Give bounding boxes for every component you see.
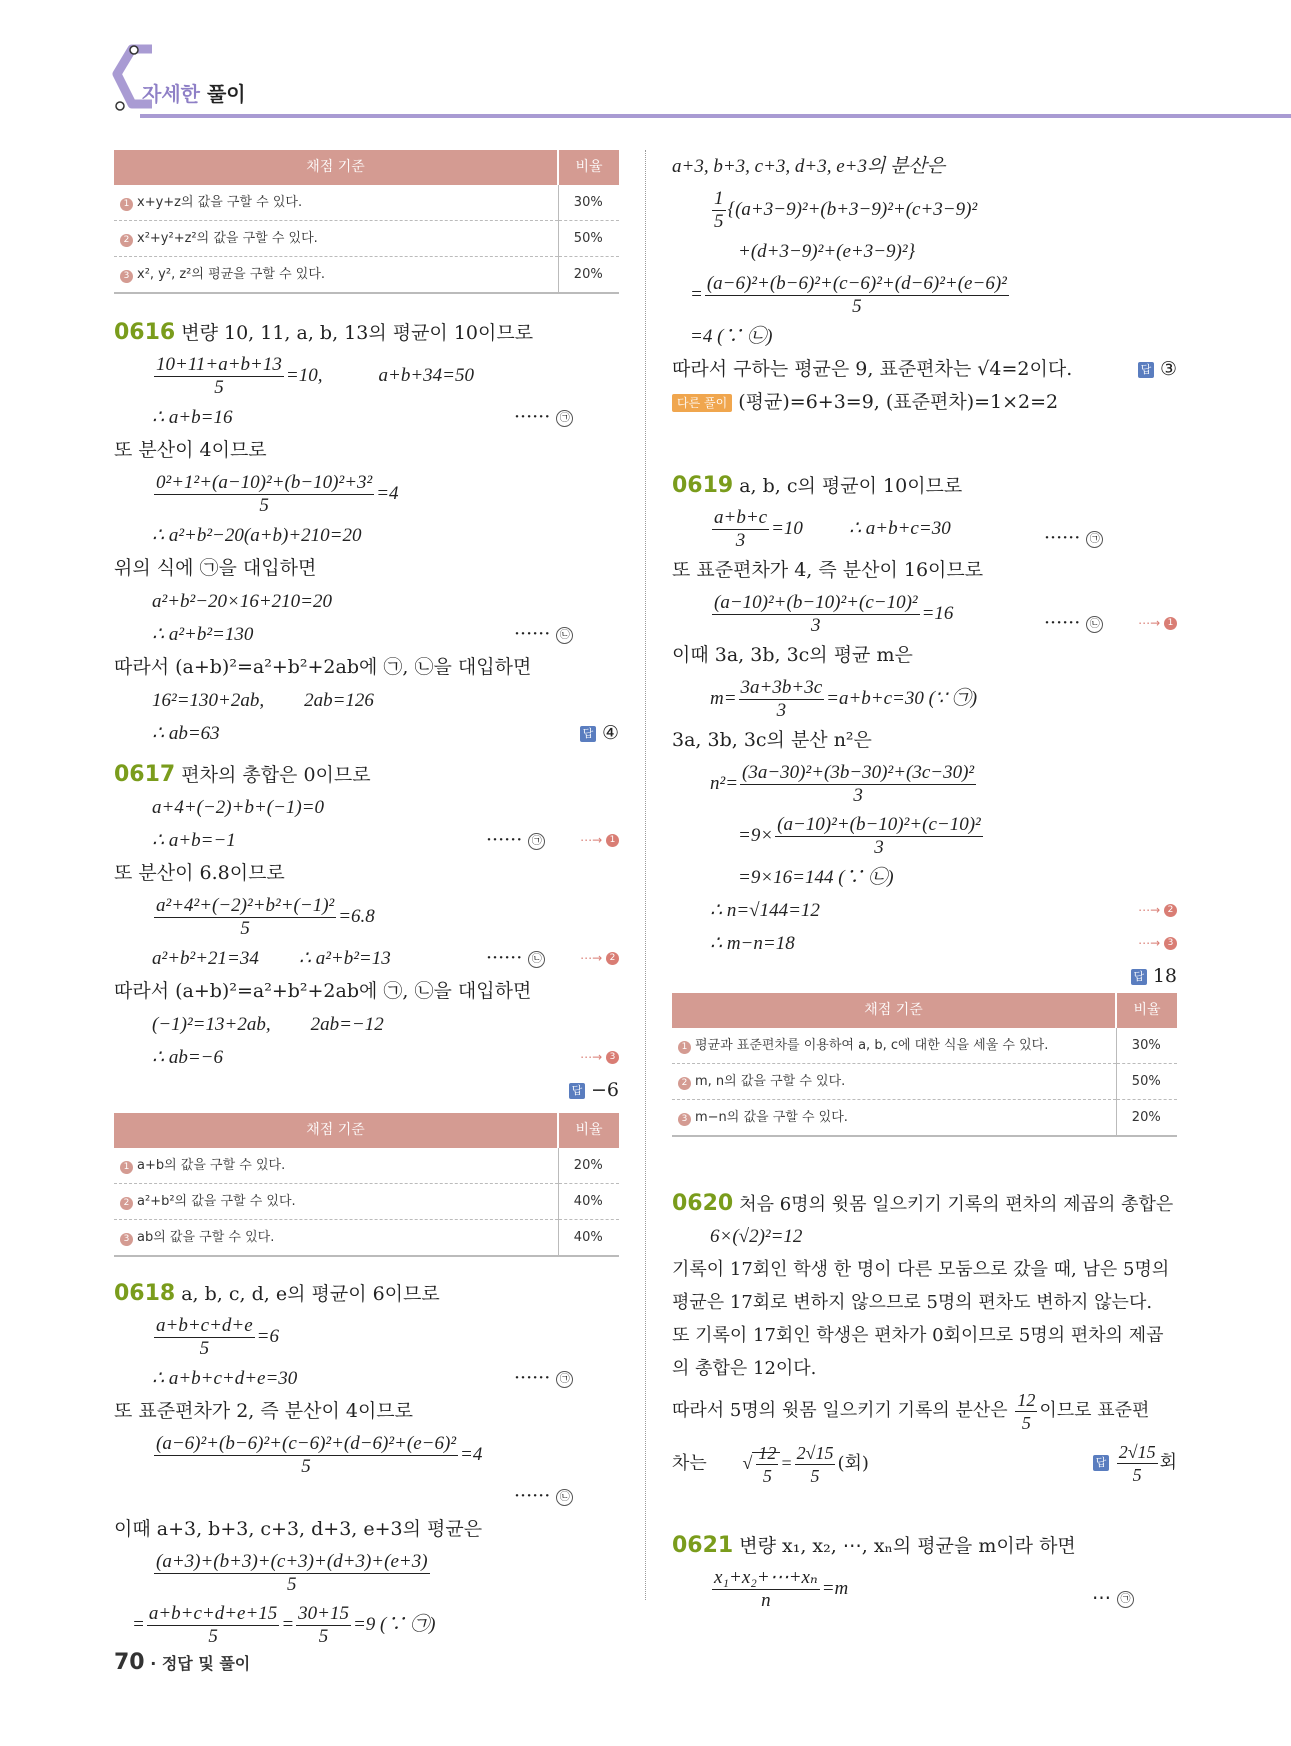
step-marker: ⋯→ 1	[580, 824, 619, 857]
table-row: 2 x²+y²+z²의 값을 구할 수 있다. 50%	[114, 221, 619, 257]
text-line: 의 총합은 12이다.	[672, 1358, 817, 1379]
equation: a+4+(−2)+b+(−1)=0	[152, 797, 325, 818]
scoring-table-2: 채점 기준 비율 1 a+b의 값을 구할 수 있다. 20% 2 a²+b²의 값을 구할 수 있다. 40% 3 ab의 값을 구할 수 있다. 40%	[114, 1113, 619, 1257]
equation: ∴ a+b=16 ······ ㉠	[114, 401, 619, 434]
problem-0617-heading: 0617 편차의 총합은 0이므로	[114, 762, 371, 787]
equation: ∴ ab=63 답 ④	[114, 717, 619, 750]
equation: $\frac{\text{0²+1²+(a−10)²+(b−10)²+3²}}{5}$ =4	[156, 471, 399, 516]
table-row: 1 평균과 표준편차를 이용하여 a, b, c에 대한 식을 세울 수 있다. 30%	[672, 1028, 1177, 1064]
answer-0616: 답 ④	[580, 717, 619, 750]
problem-0620-heading: 0620 처음 6명의 윗몸 일으키기 기록의 편차의 제곱의 총합은	[672, 1191, 1174, 1216]
header-rule	[140, 114, 1291, 118]
step-marker: ⋯→ 2	[1138, 894, 1177, 927]
equation: $\frac{10+11+a+b+13}{5}$ =10, a+b+34=50	[156, 353, 474, 398]
equation: $\frac{(a+3)+(b+3)+(c+3)+(d+3)+(e+3)}{5}$	[156, 1550, 428, 1595]
column-divider	[645, 150, 646, 1600]
equation: a²+b²+21=34 ∴ a²+b²=13 ······ ㉡ ⋯→ 2	[114, 942, 619, 975]
table-row: 3 m−n의 값을 구할 수 있다. 20%	[672, 1100, 1177, 1137]
equation: ∴ a²+b²=130 ······ ㉡	[114, 618, 619, 651]
equation: =4 (∵ ㉡)	[690, 326, 773, 347]
equation: ∴ a²+b²−20(a+b)+210=20	[152, 525, 362, 546]
text-line: 따라서 (a+b)²=a²+b²+2ab에 ㉠, ㉡을 대입하면	[114, 656, 532, 678]
equation: ∴ ab=−6 ⋯→ 3	[114, 1041, 619, 1074]
equation: 16²=130+2ab, 2ab=126	[152, 690, 374, 711]
text-line: 또 기록이 17회인 학생은 편차가 0회이므로 5명의 편차의 제곱	[672, 1325, 1164, 1346]
equation: +(d+3−9)²+(e+3−9)²}	[738, 241, 916, 262]
text-line: 이때 3a, 3b, 3c의 평균 m은	[672, 644, 913, 666]
equation: $\frac{a+b+c}{3}$ =10 ∴ a+b+c=30 ······ ㉠	[672, 502, 1177, 554]
equation: ∴ n=√144=12 ⋯→ 2	[672, 894, 1177, 927]
text-line: 또 분산이 6.8이므로	[114, 862, 285, 884]
problem-0618-heading: 0618 a, b, c, d, e의 평균이 6이므로	[114, 1281, 440, 1306]
equation: ∴ m−n=18 ⋯→ 3	[672, 927, 1177, 960]
answer-0617: 답 −6	[114, 1074, 619, 1107]
answer-0620: 답 $\frac{2√15}{5}$ 회	[1093, 1437, 1177, 1489]
text-line: 기록이 17회인 학생 한 명이 다른 모둠으로 갔을 때, 남은 5명의	[672, 1259, 1170, 1280]
table-row: 2 a²+b²의 값을 구할 수 있다. 40%	[114, 1184, 619, 1220]
equation: a²+b²−20×16+210=20	[152, 591, 332, 612]
table-row: 3 ab의 값을 구할 수 있다. 40%	[114, 1220, 619, 1257]
equation: = $\frac{a+b+c+d+e+15}{5}$ = $\frac{30+15}{5}$ =9 (∵ ㉠)	[132, 1602, 436, 1647]
text-line: 3a, 3b, 3c의 분산 n²은	[672, 729, 872, 751]
equation: =9×16=144 (∵ ㉡)	[738, 867, 894, 888]
equation: $\frac{\text{a²+4²+(−2)²+b²+(−1)²}}{5}$ =6.8	[156, 894, 375, 939]
text-line: 또 표준편차가 2, 즉 분산이 4이므로	[114, 1400, 414, 1422]
problem-0621-heading: 0621 변량 x₁, x₂, ⋯, xₙ의 평균을 m이라 하면	[672, 1533, 1076, 1558]
problem-0619-heading: 0619 a, b, c의 평균이 10이므로	[672, 473, 963, 498]
alternative-solution: 다른 풀이 (평균)=6+3=9, (표준편차)=1×2=2	[672, 386, 1177, 419]
text-line: 또 표준편차가 4, 즉 분산이 16이므로	[672, 559, 984, 581]
step-marker: ⋯→ 3	[580, 1041, 619, 1074]
equation: (−1)²=13+2ab, 2ab=−12	[152, 1014, 384, 1035]
table-row: 1 x+y+z의 값을 구할 수 있다. 30%	[114, 185, 619, 221]
equation: $\frac{\text{x₁+x₂+⋯+xₙ}}{n}$ =m ⋯ ㉠	[672, 1562, 1177, 1614]
step-marker: ⋯→ 2	[580, 942, 619, 975]
text-line: 위의 식에 ㉠을 대입하면	[114, 557, 317, 579]
page-header-title: 자세한 풀이	[142, 82, 246, 106]
table-row: 1 a+b의 값을 구할 수 있다. 20%	[114, 1148, 619, 1184]
equation: =9× $\frac{\text{(a−10)²+(b−10)²+(c−10)²}}{3}$	[738, 813, 981, 858]
equation: ∴ a+b=−1 ······ ㉠ ⋯→ 1	[114, 824, 619, 857]
text-line: 또 분산이 4이므로	[114, 439, 267, 461]
equation: $\frac{\text{(a−6)²+(b−6)²+(c−6)²+(d−6)²+(e−6)²}}{5}$ =4	[156, 1432, 483, 1477]
equation: $\frac{1}{5}$ {(a+3−9)²+(b+3−9)²+(c+3−9)²	[714, 187, 978, 232]
problem-0616-heading: 0616 변량 10, 11, a, b, 13의 평균이 10이므로	[114, 320, 534, 345]
step-marker: ⋯→ 3	[1138, 927, 1177, 960]
text-line: 따라서 (a+b)²=a²+b²+2ab에 ㉠, ㉡을 대입하면	[114, 980, 532, 1002]
equation: ······ ㉡	[114, 1480, 619, 1513]
table-row: 3 x², y², z²의 평균을 구할 수 있다. 20%	[114, 257, 619, 294]
scoring-table-3: 채점 기준 비율 1 평균과 표준편차를 이용하여 a, b, c에 대한 식을 세울 수 있다. 30% 2 m, n의 값을 구할 수 있다. 50% 3 m−n의 값을 구할 수 있다. 20%	[672, 993, 1177, 1137]
page-footer: 70 · 정답 및 풀이	[114, 1650, 251, 1675]
table-row: 2 m, n의 값을 구할 수 있다. 50%	[672, 1064, 1177, 1100]
equation: $\frac{\text{(a−10)²+(b−10)²+(c−10)²}}{3}$ =16 ······ ㉡ ⋯→ 1	[672, 587, 1177, 639]
equation: 6×(√2)²=12	[710, 1226, 803, 1247]
equation: $\frac{a+b+c+d+e}{5}$ =6	[156, 1314, 279, 1359]
equation: = $\frac{\text{(a−6)²+(b−6)²+(c−6)²+(d−6)²+(e−6)²}}{5}$	[690, 272, 1007, 317]
text-line: 이때 a+3, b+3, c+3, d+3, e+3의 평균은	[114, 1518, 483, 1540]
text-line: 차는 √ $\frac{12}{5}$ = $\frac{2√15}{5}$ (회) 답 $\frac{2√15}{5}$ 회	[672, 1437, 1177, 1489]
right-column	[672, 150, 1177, 1614]
text-line: 평균은 17회로 변하지 않으므로 5명의 편차도 변하지 않는다.	[672, 1292, 1153, 1313]
answer-0619: 답 18	[672, 960, 1177, 993]
equation: m= $\frac{3a+3b+3c}{3}$ =a+b+c=30 (∵ ㉠)	[710, 676, 978, 721]
step-marker: ⋯→ 1	[1138, 597, 1177, 649]
equation: n²= $\frac{\text{(3a−30)²+(3b−30)²+(3c−30)²}}{3}$	[710, 761, 975, 806]
left-column	[114, 150, 619, 1650]
text-line: a+3, b+3, c+3, d+3, e+3의 분산은	[672, 156, 946, 177]
scoring-table-1: 채점 기준 비율 1 x+y+z의 값을 구할 수 있다. 30% 2 x²+y²+z²의 값을 구할 수 있다. 50% 3 x², y², z²의 평균을 구할 수 있다. 20%	[114, 150, 619, 294]
text-line: 따라서 5명의 윗몸 일으키기 기록의 분산은 $\frac{12}{5}$ 이므로 표준편	[672, 1389, 1150, 1433]
text-line: 따라서 구하는 평균은 9, 표준편차는 √4=2이다. 답 ③	[672, 353, 1177, 386]
answer-0618: 답 ③	[1138, 353, 1177, 386]
equation: ∴ a+b+c+d+e=30 ······ ㉠	[114, 1362, 619, 1395]
